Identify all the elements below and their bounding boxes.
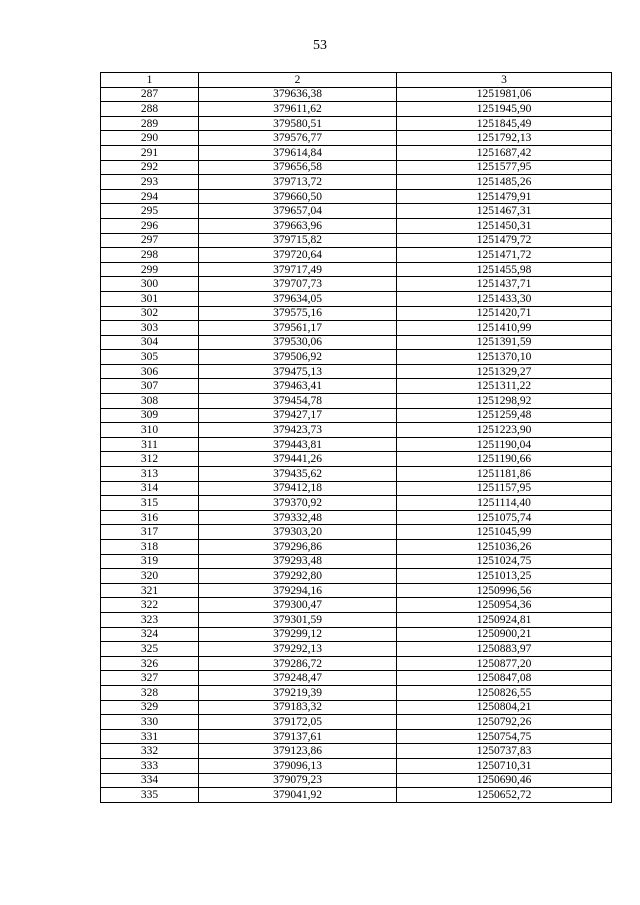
- x-coordinate-cell: 379663,96: [199, 218, 397, 233]
- table-row: [101, 715, 612, 730]
- table-row: [101, 321, 612, 336]
- coordinates-table: [100, 72, 612, 803]
- y-coordinate-cell: 1251420,71: [397, 306, 612, 321]
- y-coordinate-cell: 1251370,10: [397, 350, 612, 365]
- table-row: [101, 598, 612, 613]
- point-number-cell: 328: [101, 685, 199, 700]
- y-coordinate-cell: 1251075,74: [397, 510, 612, 525]
- y-coordinate-cell: 1250804,21: [397, 700, 612, 715]
- point-number-cell: 318: [101, 540, 199, 555]
- y-coordinate-cell: 1250690,46: [397, 773, 612, 788]
- y-coordinate-cell: 1251945,90: [397, 102, 612, 117]
- point-number-cell: 313: [101, 467, 199, 482]
- y-coordinate-cell: 1250792,26: [397, 715, 612, 730]
- table-row: [101, 510, 612, 525]
- table-row: [101, 554, 612, 569]
- table-row: [101, 525, 612, 540]
- table-row: [101, 729, 612, 744]
- point-number-cell: 300: [101, 277, 199, 292]
- x-coordinate-cell: 379657,04: [199, 204, 397, 219]
- y-coordinate-cell: 1250826,55: [397, 685, 612, 700]
- x-coordinate-cell: 379292,80: [199, 569, 397, 584]
- table-row: [101, 700, 612, 715]
- table-row: [101, 540, 612, 555]
- table-row: [101, 408, 612, 423]
- table-row: [101, 481, 612, 496]
- y-coordinate-cell: 1251190,04: [397, 437, 612, 452]
- table-row: [101, 423, 612, 438]
- point-number-cell: 288: [101, 102, 199, 117]
- y-coordinate-cell: 1251298,92: [397, 394, 612, 409]
- y-coordinate-cell: 1251479,91: [397, 189, 612, 204]
- y-coordinate-cell: 1251577,95: [397, 160, 612, 175]
- x-coordinate-cell: 379294,16: [199, 583, 397, 598]
- x-coordinate-cell: 379576,77: [199, 131, 397, 146]
- point-number-cell: 317: [101, 525, 199, 540]
- point-number-cell: 319: [101, 554, 199, 569]
- x-coordinate-cell: 379443,81: [199, 437, 397, 452]
- point-number-cell: 308: [101, 394, 199, 409]
- y-coordinate-cell: 1251471,72: [397, 248, 612, 263]
- table-row: [101, 262, 612, 277]
- y-coordinate-cell: 1251467,31: [397, 204, 612, 219]
- table-body: [101, 87, 612, 802]
- table-row: [101, 627, 612, 642]
- table-row: [101, 437, 612, 452]
- point-number-cell: 305: [101, 350, 199, 365]
- y-coordinate-cell: 1250877,20: [397, 656, 612, 671]
- point-number-cell: 299: [101, 262, 199, 277]
- header-row: [101, 73, 612, 88]
- y-coordinate-cell: 1251485,26: [397, 175, 612, 190]
- header-x-coordinate: 2: [199, 73, 397, 88]
- x-coordinate-cell: 379454,78: [199, 394, 397, 409]
- y-coordinate-cell: 1250883,97: [397, 642, 612, 657]
- y-coordinate-cell: 1251181,86: [397, 467, 612, 482]
- x-coordinate-cell: 379219,39: [199, 685, 397, 700]
- point-number-cell: 322: [101, 598, 199, 613]
- x-coordinate-cell: 379079,23: [199, 773, 397, 788]
- table-row: [101, 102, 612, 117]
- point-number-cell: 297: [101, 233, 199, 248]
- table-row: [101, 218, 612, 233]
- point-number-cell: 290: [101, 131, 199, 146]
- table-row: [101, 773, 612, 788]
- point-number-cell: 291: [101, 145, 199, 160]
- x-coordinate-cell: 379713,72: [199, 175, 397, 190]
- y-coordinate-cell: 1251036,26: [397, 540, 612, 555]
- point-number-cell: 312: [101, 452, 199, 467]
- table-row: [101, 685, 612, 700]
- header-point-number: 1: [101, 73, 199, 88]
- y-coordinate-cell: 1251687,42: [397, 145, 612, 160]
- point-number-cell: 309: [101, 408, 199, 423]
- page-number: 53: [313, 38, 327, 53]
- point-number-cell: 314: [101, 481, 199, 496]
- x-coordinate-cell: 379656,58: [199, 160, 397, 175]
- table-row: [101, 160, 612, 175]
- point-number-cell: 335: [101, 788, 199, 803]
- point-number-cell: 296: [101, 218, 199, 233]
- table-row: [101, 248, 612, 263]
- x-coordinate-cell: 379183,32: [199, 700, 397, 715]
- y-coordinate-cell: 1250652,72: [397, 788, 612, 803]
- x-coordinate-cell: 379463,41: [199, 379, 397, 394]
- y-coordinate-cell: 1251045,99: [397, 525, 612, 540]
- x-coordinate-cell: 379636,38: [199, 87, 397, 102]
- x-coordinate-cell: 379530,06: [199, 335, 397, 350]
- x-coordinate-cell: 379248,47: [199, 671, 397, 686]
- point-number-cell: 292: [101, 160, 199, 175]
- x-coordinate-cell: 379427,17: [199, 408, 397, 423]
- table-row: [101, 87, 612, 102]
- y-coordinate-cell: 1250954,36: [397, 598, 612, 613]
- x-coordinate-cell: 379506,92: [199, 350, 397, 365]
- x-coordinate-cell: 379614,84: [199, 145, 397, 160]
- point-number-cell: 316: [101, 510, 199, 525]
- table-row: [101, 758, 612, 773]
- table-row: [101, 569, 612, 584]
- x-coordinate-cell: 379720,64: [199, 248, 397, 263]
- point-number-cell: 289: [101, 116, 199, 131]
- table-row: [101, 350, 612, 365]
- point-number-cell: 334: [101, 773, 199, 788]
- table-row: [101, 364, 612, 379]
- header-y-coordinate: 3: [397, 73, 612, 88]
- y-coordinate-cell: 1251410,99: [397, 321, 612, 336]
- y-coordinate-cell: 1251479,72: [397, 233, 612, 248]
- y-coordinate-cell: 1251455,98: [397, 262, 612, 277]
- table-row: [101, 131, 612, 146]
- point-number-cell: 326: [101, 656, 199, 671]
- table-row: [101, 145, 612, 160]
- y-coordinate-cell: 1251792,13: [397, 131, 612, 146]
- point-number-cell: 327: [101, 671, 199, 686]
- x-coordinate-cell: 379611,62: [199, 102, 397, 117]
- point-number-cell: 332: [101, 744, 199, 759]
- point-number-cell: 325: [101, 642, 199, 657]
- y-coordinate-cell: 1251391,59: [397, 335, 612, 350]
- y-coordinate-cell: 1250847,08: [397, 671, 612, 686]
- x-coordinate-cell: 379715,82: [199, 233, 397, 248]
- table-row: [101, 379, 612, 394]
- y-coordinate-cell: 1251223,90: [397, 423, 612, 438]
- x-coordinate-cell: 379561,17: [199, 321, 397, 336]
- table-row: [101, 277, 612, 292]
- table-row: [101, 496, 612, 511]
- x-coordinate-cell: 379286,72: [199, 656, 397, 671]
- x-coordinate-cell: 379370,92: [199, 496, 397, 511]
- x-coordinate-cell: 379299,12: [199, 627, 397, 642]
- x-coordinate-cell: 379292,13: [199, 642, 397, 657]
- x-coordinate-cell: 379634,05: [199, 291, 397, 306]
- table-row: [101, 612, 612, 627]
- x-coordinate-cell: 379660,50: [199, 189, 397, 204]
- x-coordinate-cell: 379096,13: [199, 758, 397, 773]
- table-row: [101, 788, 612, 803]
- x-coordinate-cell: 379707,73: [199, 277, 397, 292]
- x-coordinate-cell: 379412,18: [199, 481, 397, 496]
- y-coordinate-cell: 1251157,95: [397, 481, 612, 496]
- table-row: [101, 394, 612, 409]
- point-number-cell: 331: [101, 729, 199, 744]
- y-coordinate-cell: 1251114,40: [397, 496, 612, 511]
- x-coordinate-cell: 379041,92: [199, 788, 397, 803]
- y-coordinate-cell: 1251329,27: [397, 364, 612, 379]
- table-row: [101, 291, 612, 306]
- x-coordinate-cell: 379303,20: [199, 525, 397, 540]
- x-coordinate-cell: 379435,62: [199, 467, 397, 482]
- x-coordinate-cell: 379300,47: [199, 598, 397, 613]
- point-number-cell: 330: [101, 715, 199, 730]
- table-row: [101, 335, 612, 350]
- point-number-cell: 323: [101, 612, 199, 627]
- y-coordinate-cell: 1251259,48: [397, 408, 612, 423]
- point-number-cell: 321: [101, 583, 199, 598]
- table-row: [101, 744, 612, 759]
- y-coordinate-cell: 1251190,66: [397, 452, 612, 467]
- x-coordinate-cell: 379475,13: [199, 364, 397, 379]
- y-coordinate-cell: 1251981,06: [397, 87, 612, 102]
- y-coordinate-cell: 1250737,83: [397, 744, 612, 759]
- x-coordinate-cell: 379441,26: [199, 452, 397, 467]
- point-number-cell: 302: [101, 306, 199, 321]
- table-row: [101, 233, 612, 248]
- y-coordinate-cell: 1250996,56: [397, 583, 612, 598]
- y-coordinate-cell: 1250754,75: [397, 729, 612, 744]
- point-number-cell: 287: [101, 87, 199, 102]
- x-coordinate-cell: 379123,86: [199, 744, 397, 759]
- table-header: [101, 73, 612, 88]
- table-row: [101, 671, 612, 686]
- table-row: [101, 583, 612, 598]
- point-number-cell: 310: [101, 423, 199, 438]
- table-row: [101, 189, 612, 204]
- x-coordinate-cell: 379172,05: [199, 715, 397, 730]
- point-number-cell: 303: [101, 321, 199, 336]
- x-coordinate-cell: 379293,48: [199, 554, 397, 569]
- table-row: [101, 204, 612, 219]
- y-coordinate-cell: 1251437,71: [397, 277, 612, 292]
- table-row: [101, 306, 612, 321]
- x-coordinate-cell: 379332,48: [199, 510, 397, 525]
- x-coordinate-cell: 379575,16: [199, 306, 397, 321]
- y-coordinate-cell: 1251013,25: [397, 569, 612, 584]
- y-coordinate-cell: 1250710,31: [397, 758, 612, 773]
- table-row: [101, 642, 612, 657]
- point-number-cell: 311: [101, 437, 199, 452]
- point-number-cell: 333: [101, 758, 199, 773]
- table-row: [101, 175, 612, 190]
- x-coordinate-cell: 379717,49: [199, 262, 397, 277]
- point-number-cell: 293: [101, 175, 199, 190]
- point-number-cell: 307: [101, 379, 199, 394]
- table-row: [101, 116, 612, 131]
- point-number-cell: 329: [101, 700, 199, 715]
- y-coordinate-cell: 1251450,31: [397, 218, 612, 233]
- x-coordinate-cell: 379137,61: [199, 729, 397, 744]
- point-number-cell: 301: [101, 291, 199, 306]
- point-number-cell: 315: [101, 496, 199, 511]
- table-row: [101, 467, 612, 482]
- x-coordinate-cell: 379296,86: [199, 540, 397, 555]
- point-number-cell: 294: [101, 189, 199, 204]
- point-number-cell: 324: [101, 627, 199, 642]
- x-coordinate-cell: 379301,59: [199, 612, 397, 627]
- x-coordinate-cell: 379423,73: [199, 423, 397, 438]
- y-coordinate-cell: 1250900,21: [397, 627, 612, 642]
- table-row: [101, 656, 612, 671]
- point-number-cell: 295: [101, 204, 199, 219]
- y-coordinate-cell: 1251845,49: [397, 116, 612, 131]
- y-coordinate-cell: 1250924,81: [397, 612, 612, 627]
- y-coordinate-cell: 1251311,22: [397, 379, 612, 394]
- y-coordinate-cell: 1251433,30: [397, 291, 612, 306]
- point-number-cell: 306: [101, 364, 199, 379]
- point-number-cell: 320: [101, 569, 199, 584]
- point-number-cell: 304: [101, 335, 199, 350]
- point-number-cell: 298: [101, 248, 199, 263]
- x-coordinate-cell: 379580,51: [199, 116, 397, 131]
- y-coordinate-cell: 1251024,75: [397, 554, 612, 569]
- table-row: [101, 452, 612, 467]
